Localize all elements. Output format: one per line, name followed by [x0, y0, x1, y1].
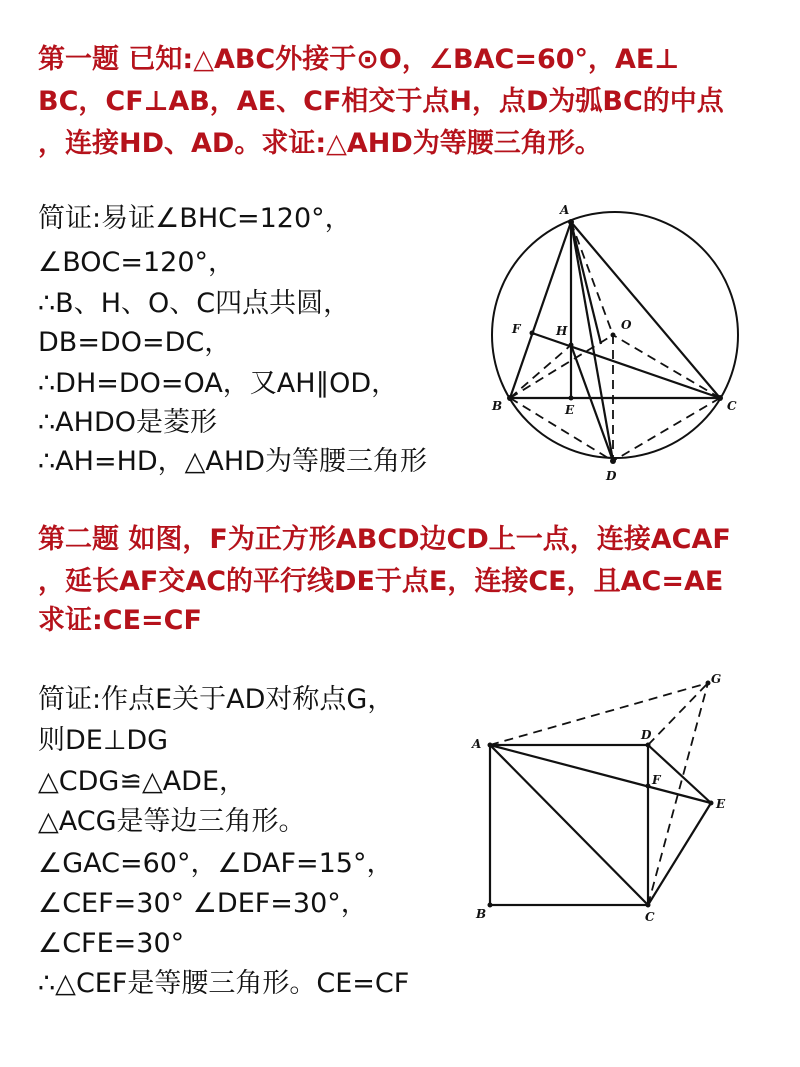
label2-B: B: [476, 907, 487, 921]
problem1-line-2: BC，CF⊥AB，AE、CF相交于点H，点D为弧BC的中点: [38, 86, 724, 117]
problem1-line-3: ，连接HD、AD。求证:△AHD为等腰三角形。: [38, 128, 602, 159]
proof1-line-5: ∴DH=DO=OA，又AH∥OD，: [38, 368, 399, 399]
figure-1-circle: [480, 195, 770, 485]
proof1-line-2: ∠BOC=120°，: [38, 247, 236, 278]
label2-F: F: [652, 773, 661, 787]
proof1-line-4: DB=DO=DC，: [38, 327, 232, 358]
problem1-line-1: 第一题 已知:△ABC外接于⊙O，∠BAC=60°，AE⊥: [38, 44, 680, 75]
proof2-line-5: ∠GAC=60°，∠DAF=15°，: [38, 848, 394, 879]
problem2-line-2: ，延长AF交AC的平行线DE于点E，连接CE，且AC=AE: [38, 566, 724, 597]
proof2-line-1: 简证:作点E关于AD对称点G，: [38, 684, 395, 715]
proof2-line-3: △CDG≌△ADE，: [38, 766, 247, 797]
label-E: E: [565, 403, 575, 417]
label2-C: C: [645, 910, 655, 924]
label-O: O: [621, 318, 632, 332]
proof2-line-7: ∠CFE=30°: [38, 928, 185, 959]
label2-E: E: [716, 797, 726, 811]
label2-D: D: [641, 728, 652, 742]
figure-2-square: [465, 665, 745, 925]
proof1-line-1: 简证:易证∠BHC=120°，: [38, 203, 352, 234]
label-C: C: [727, 399, 737, 413]
label2-A: A: [472, 737, 482, 751]
label-A: A: [560, 203, 570, 217]
label-F: F: [512, 322, 521, 336]
label2-G: G: [711, 672, 722, 686]
proof2-line-6: ∠CEF=30° ∠DEF=30°，: [38, 888, 368, 919]
label-B: B: [492, 399, 503, 413]
proof1-line-7: ∴AH=HD，△AHD为等腰三角形: [38, 446, 427, 477]
proof2-line-8: ∴△CEF是等腰三角形。CE=CF: [38, 968, 410, 999]
label-H: H: [556, 324, 568, 338]
proof1-line-6: ∴AHDO是菱形: [38, 407, 217, 438]
proof1-line-3: ∴B、H、O、C四点共圆，: [38, 288, 351, 319]
label-D: D: [606, 469, 617, 483]
proof2-line-4: △ACG是等边三角形。: [38, 806, 306, 837]
problem2-line-1: 第二题 如图，F为正方形ABCD边CD上一点，连接ACAF: [38, 524, 731, 555]
problem2-line-3: 求证:CE=CF: [38, 605, 202, 636]
proof2-line-2: 则DE⊥DG: [38, 725, 169, 756]
